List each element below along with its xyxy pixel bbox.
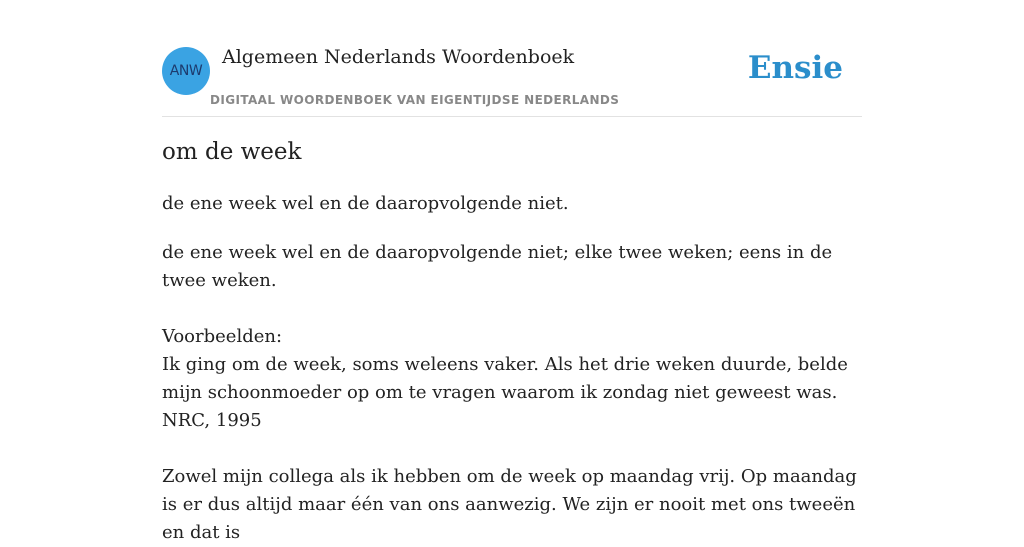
- logo-text: ANW: [169, 63, 203, 79]
- example-text: Zowel mijn collega als ik hebben om de week op maandag vrij. Op maandag is er dus altijd maar één van ons aanwezig. We zijn er nooit met ons tweeën en dat is: [162, 466, 857, 543]
- entry-body: [162, 239, 862, 547]
- example-source: NRC, 1995: [162, 410, 262, 431]
- site-subtitle: DIGITAAL WOORDENBOEK VAN EIGENTIJDSE NEDERLANDS: [210, 93, 620, 107]
- short-definition: de ene week wel en de daaropvolgende niet.: [162, 193, 569, 214]
- ensie-brand-link[interactable]: Ensie: [747, 50, 843, 86]
- examples-heading: Voorbeelden:: [162, 326, 283, 347]
- anw-logo[interactable]: [162, 47, 210, 95]
- long-definition: de ene week wel en de daaropvolgende niet; elke twee weken; eens in de twee weken.: [162, 242, 833, 291]
- site-title: Algemeen Nederlands Woordenboek: [222, 46, 575, 68]
- site-header: [162, 0, 862, 117]
- entry-term: om de week: [162, 139, 302, 165]
- example-text: Ik ging om de week, soms weleens vaker. Als het drie weken duurde, belde mijn schoonmoeder op om te vragen waarom ik zondag niet geweest was.: [162, 354, 848, 403]
- page: [162, 0, 862, 543]
